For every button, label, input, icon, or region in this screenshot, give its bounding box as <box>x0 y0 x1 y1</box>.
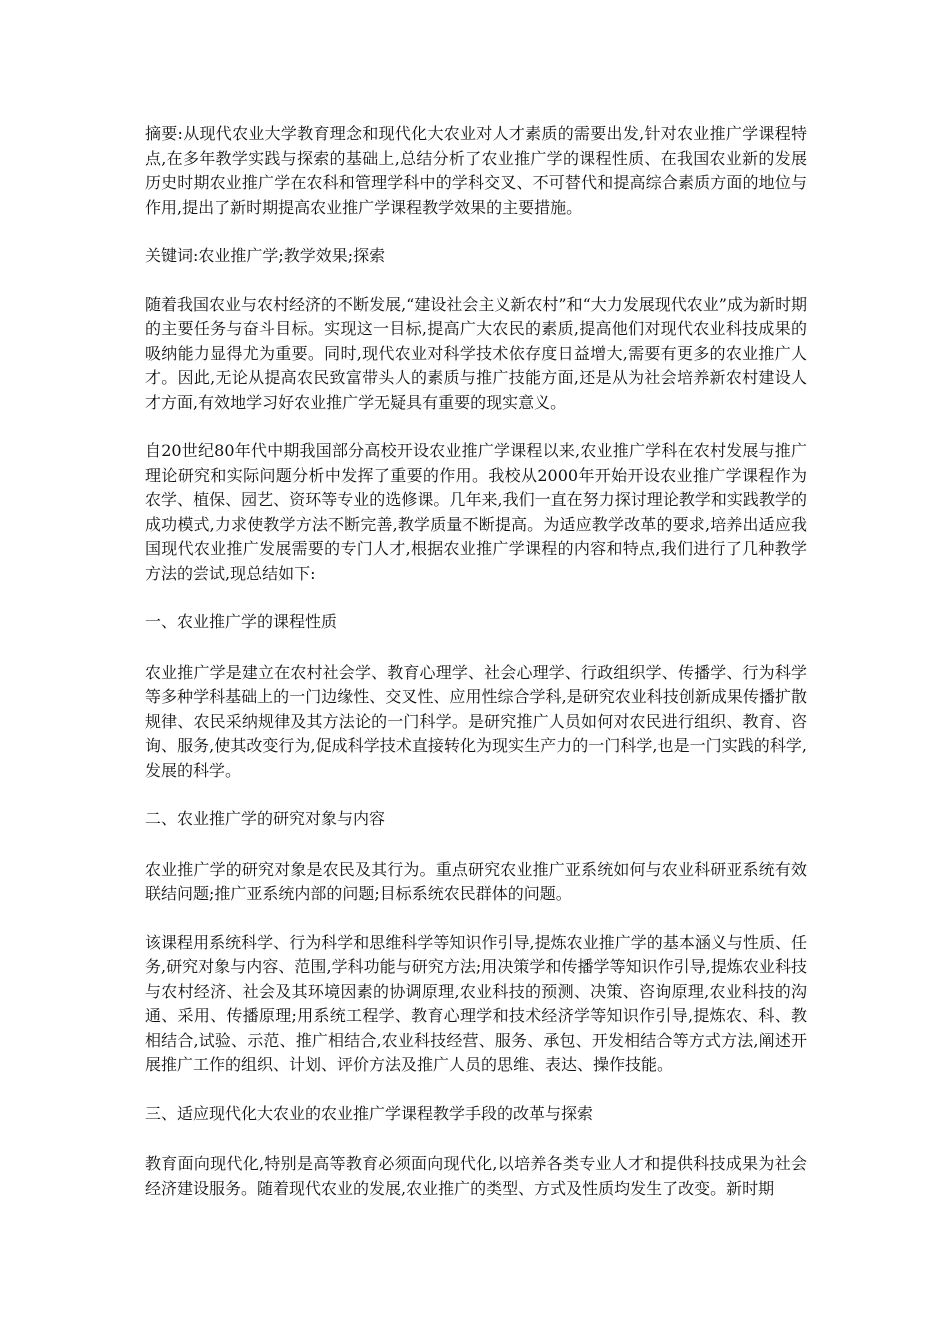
section-1-paragraph: 农业推广学是建立在农村社会学、教育心理学、社会心理学、行政组织学、传播学、行为科学等多种学科基础上的一门边缘性、交叉性、应用性综合学科,是研究农业科技创新成果传播扩散规律、农民采纳规律及其方法论的一门科学。是研究推广人员如何对农民进行组织、教育、咨询、服务,使其改变行为,促成科学技术直接转化为现实生产力的一门科学,也是一门实践的科学,发展的科学。 <box>145 662 807 780</box>
abstract-paragraph: 摘要:从现代农业大学教育理念和现代化大农业对人才素质的需要出发,针对农业推广学课程特点,在多年教学实践与探索的基础上,总结分析了农业推广学的课程性质、在我国农业新的发展历史时期农业推广学在农科和管理学科中的学科交叉、不可替代和提高综合素质方面的地位与作用,提出了新时期提高农业推广学课程教学效果的主要措施。 <box>145 124 807 217</box>
section-heading-3: 三、适应现代化大农业的农业推广学课程教学手段的改革与探索 <box>145 1103 594 1123</box>
section-heading-1: 一、农业推广学的课程性质 <box>145 612 338 631</box>
document-page <box>145 122 807 1225</box>
section-2-paragraph-2: 该课程用系统科学、行为科学和思维科学等知识作引导,提炼农业推广学的基本涵义与性质、任务,研究对象与内容、范围,学科功能与研究方法;用决策学和传播学等知识作引导,提炼农业科技与农村经济、社会及其环境因素的协调原理,农业科技的预测、决策、咨询原理,农业科技的沟通、采用、传播原理;用系统工程学、教育心理学和技术经济学等知识作引导,提炼农、科、教相结合,试验、示范、推广相结合,农业科技经营、服务、承包、开发相结合等方式方法,阐述开展推广工作的组织、计划、评价方法及推广人员的思维、表达、操作技能。 <box>145 932 807 1074</box>
intro-paragraph-2: 自20世纪80年代中期我国部分高校开设农业推广学课程以来,农业推广学科在农村发展与推广理论研究和实际问题分析中发挥了重要的作用。我校从2000年开始开设农业推广学课程作为农学、植保、园艺、资环等专业的选修课。几年来,我们一直在努力探讨理论教学和实践教学的成功模式,力求使教学方法不断完善,教学质量不断提高。为适应教学改革的要求,培养出适应我国现代农业推广发展需要的专门人才,根据农业推广学课程的内容和特点,我们进行了几种教学方法的尝试,现总结如下: <box>145 441 807 583</box>
section-3-paragraph: 教育面向现代化,特别是高等教育必须面向现代化,以培养各类专业人才和提供科技成果为社会经济建设服务。随着现代农业的发展,农业推广的类型、方式及性质均发生了改变。新时期 <box>145 1154 807 1198</box>
section-heading-2: 二、农业推广学的研究对象与内容 <box>145 809 386 828</box>
intro-paragraph-1: 随着我国农业与农村经济的不断发展,“建设社会主义新农村”和“大力发展现代农业”成为新时期的主要任务与奋斗目标。实现这一目标,提高广大农民的素质,提高他们对现代农业科技成果的吸纳能力显得尤为重要。同时,现代农业对科学技术依存度日益增大,需要有更多的农业推广人才。因此,无论从提高农民致富带头人的素质与推广技能方面,还是从为社会培养新农村建设人才方面,有效地学习好农业推广学无疑具有重要的现实意义。 <box>145 294 807 412</box>
keywords-paragraph: 关键词:农业推广学;教学效果;探索 <box>145 246 386 265</box>
section-2-paragraph-1: 农业推广学的研究对象是农民及其行为。重点研究农业推广亚系统如何与农业科研亚系统有效联结问题;推广亚系统内部的问题;目标系统农民群体的问题。 <box>145 859 807 903</box>
